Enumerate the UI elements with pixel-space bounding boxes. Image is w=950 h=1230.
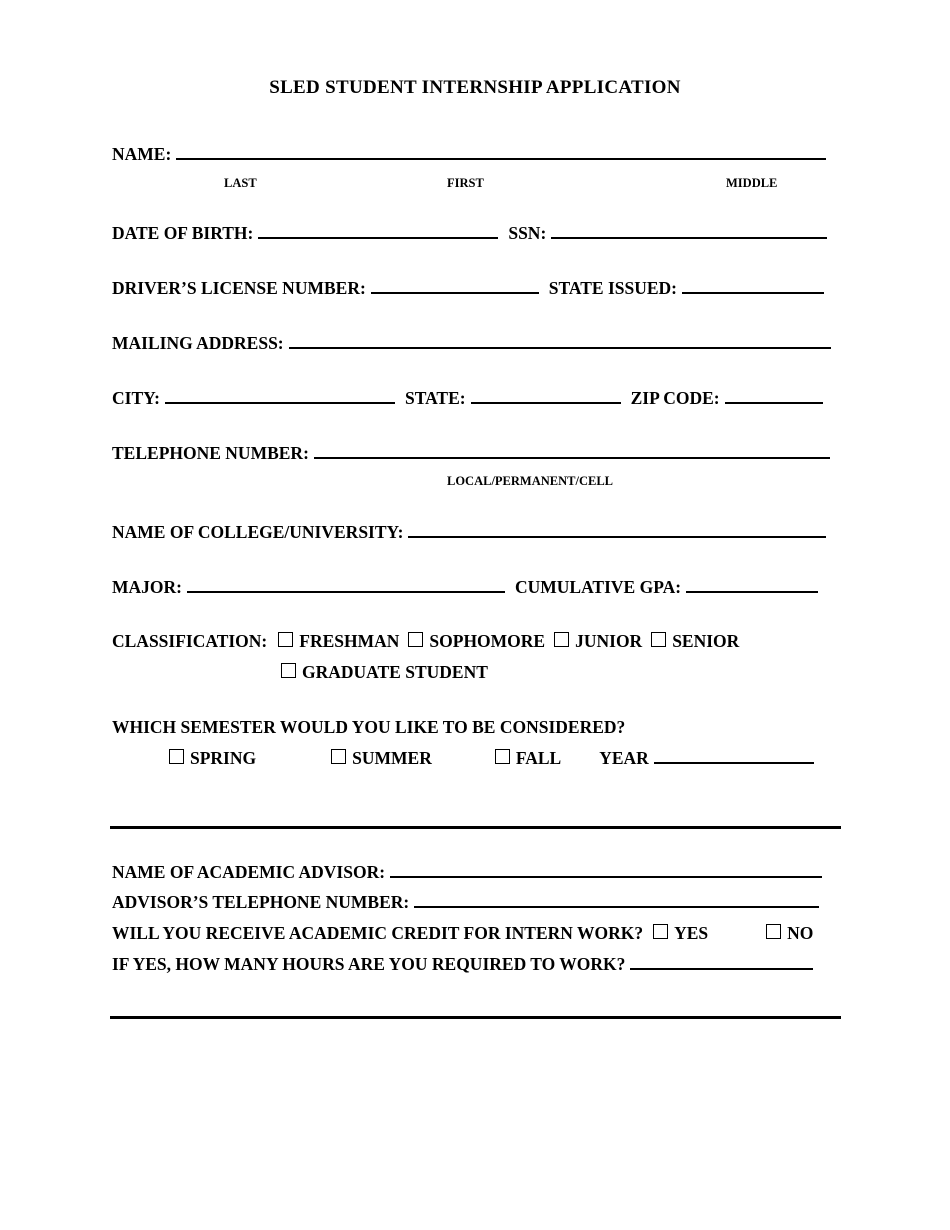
dob-field[interactable] — [258, 223, 498, 239]
fall-label: FALL — [515, 748, 562, 768]
checkbox-spring[interactable] — [169, 749, 184, 764]
mailing-row — [112, 333, 831, 354]
city-field[interactable] — [165, 388, 395, 404]
telephone-label: TELEPHONE NUMBER: — [112, 443, 309, 463]
name-sub-last: LAST — [224, 176, 257, 190]
year-field[interactable] — [654, 748, 814, 764]
classification-freshman[interactable] — [278, 631, 399, 652]
license-field[interactable] — [371, 278, 539, 294]
ssn-label: SSN: — [508, 223, 547, 243]
checkbox-credit-no[interactable] — [766, 924, 781, 939]
mailing-field[interactable] — [289, 333, 831, 349]
semester-question — [112, 717, 625, 738]
credit-yes-label: YES — [674, 923, 709, 943]
telephone-field[interactable] — [314, 443, 830, 459]
bottom-divider — [110, 1016, 841, 1019]
year-label: YEAR — [599, 748, 649, 768]
name-label: NAME: — [112, 144, 172, 164]
advisor-phone-row — [112, 892, 819, 913]
advisor-name-row — [112, 862, 822, 883]
zip-field[interactable] — [725, 388, 823, 404]
hours-label: IF YES, HOW MANY HOURS ARE YOU REQUIRED TO WORK? — [112, 954, 626, 974]
state-label: STATE: — [404, 388, 466, 408]
checkbox-sophomore[interactable] — [408, 632, 423, 647]
license-row — [112, 278, 824, 299]
major-label: MAJOR: — [112, 577, 182, 597]
sophomore-label: SOPHOMORE — [429, 631, 546, 651]
hours-field[interactable] — [630, 954, 813, 970]
credit-row — [112, 923, 813, 944]
name-sub-first: FIRST — [447, 176, 484, 190]
semester-spring[interactable] — [169, 748, 256, 769]
advisor-name-label: NAME OF ACADEMIC ADVISOR: — [112, 862, 386, 882]
major-field[interactable] — [187, 577, 505, 593]
classification-sophomore[interactable] — [408, 631, 545, 652]
junior-label: JUNIOR — [575, 631, 643, 651]
ssn-field[interactable] — [551, 223, 827, 239]
dob-ssn-row — [112, 223, 827, 244]
summer-label: SUMMER — [352, 748, 432, 768]
state-issued-field[interactable] — [682, 278, 824, 294]
college-field[interactable] — [408, 522, 826, 538]
gpa-field[interactable] — [686, 577, 818, 593]
checkbox-junior[interactable] — [554, 632, 569, 647]
checkbox-summer[interactable] — [331, 749, 346, 764]
classification-label: CLASSIFICATION: — [112, 631, 268, 651]
freshman-label: FRESHMAN — [299, 631, 400, 651]
checkbox-senior[interactable] — [651, 632, 666, 647]
semester-options-row — [169, 748, 814, 769]
college-label: NAME OF COLLEGE/UNIVERSITY: — [112, 522, 404, 542]
classification-graduate[interactable] — [281, 662, 488, 683]
advisor-name-field[interactable] — [390, 862, 822, 878]
senior-label: SENIOR — [672, 631, 740, 651]
zip-label: ZIP CODE: — [630, 388, 720, 408]
city-label: CITY: — [112, 388, 160, 408]
telephone-row — [112, 443, 830, 464]
name-row — [112, 144, 826, 165]
name-field[interactable] — [176, 144, 826, 160]
city-row — [112, 388, 823, 409]
credit-no-label: NO — [787, 923, 814, 943]
checkbox-fall[interactable] — [495, 749, 510, 764]
checkbox-graduate[interactable] — [281, 663, 296, 678]
graduate-label: GRADUATE STUDENT — [302, 662, 488, 682]
semester-summer[interactable] — [331, 748, 432, 769]
advisor-phone-label: ADVISOR’S TELEPHONE NUMBER: — [112, 892, 410, 912]
major-row — [112, 577, 818, 598]
college-row — [112, 522, 826, 543]
semester-question-label: WHICH SEMESTER WOULD YOU LIKE TO BE CONSIDERED? — [112, 717, 626, 737]
semester-fall[interactable] — [495, 748, 561, 769]
state-field[interactable] — [471, 388, 621, 404]
telephone-hint: LOCAL/PERMANENT/CELL — [447, 474, 613, 488]
credit-no[interactable] — [766, 923, 813, 944]
advisor-phone-field[interactable] — [414, 892, 819, 908]
license-label: DRIVER’S LICENSE NUMBER: — [112, 278, 366, 298]
gpa-label: CUMULATIVE GPA: — [514, 577, 682, 597]
credit-question: WILL YOU RECEIVE ACADEMIC CREDIT FOR INTERN WORK? — [112, 923, 644, 943]
form-title: SLED STUDENT INTERNSHIP APPLICATION — [269, 77, 681, 98]
hours-row — [112, 954, 813, 975]
mailing-label: MAILING ADDRESS: — [112, 333, 284, 353]
credit-yes[interactable] — [653, 923, 708, 944]
spring-label: SPRING — [190, 748, 257, 768]
classification-junior[interactable] — [554, 631, 642, 652]
classification-senior[interactable] — [651, 631, 739, 652]
classification-row — [112, 631, 739, 652]
dob-label: DATE OF BIRTH: — [112, 223, 254, 243]
section-divider — [110, 826, 841, 829]
name-sub-middle: MIDDLE — [726, 176, 778, 190]
checkbox-freshman[interactable] — [278, 632, 293, 647]
state-issued-label: STATE ISSUED: — [548, 278, 678, 298]
classification-row-2 — [281, 662, 488, 683]
checkbox-credit-yes[interactable] — [653, 924, 668, 939]
